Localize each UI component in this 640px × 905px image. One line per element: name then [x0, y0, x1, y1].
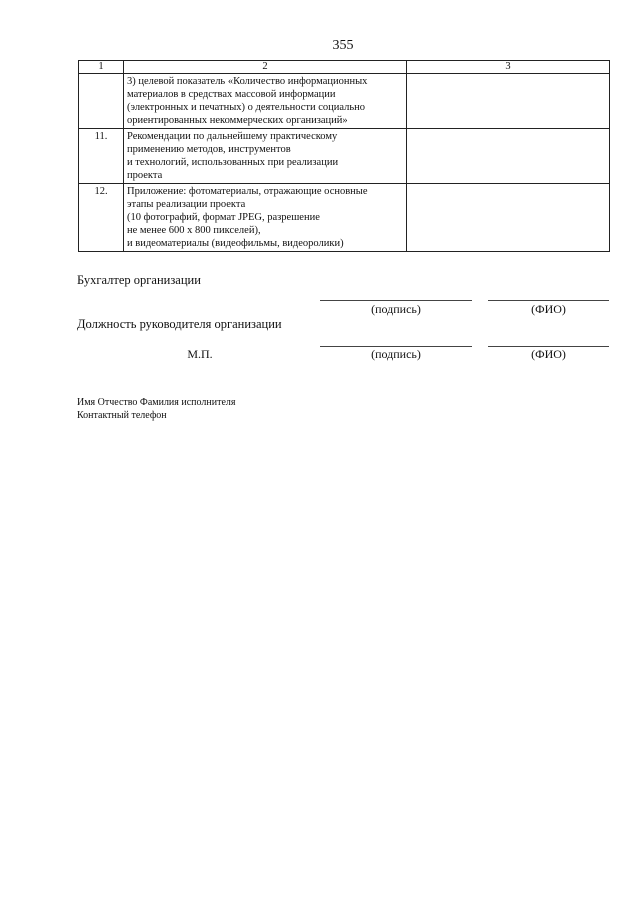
row-description-line: 3) целевой показатель «Количество информационных — [127, 76, 368, 87]
row-description-line: (10 фотографий, формат JPEG, разрешение — [127, 212, 320, 223]
row-description — [124, 184, 407, 252]
row-description-line: применению методов, инструментов — [127, 144, 291, 155]
row-value — [407, 74, 610, 129]
contact-phone-label: Контактный телефон — [77, 410, 167, 421]
accountant-label: Бухгалтер организации — [77, 273, 201, 287]
accountant-signature-line — [320, 300, 472, 301]
row-number: 11. — [79, 129, 124, 184]
row-description-line: и технологий, использованных при реализации — [127, 157, 339, 168]
row-description-line: (электронных и печатных) о деятельности социально — [127, 102, 366, 113]
head-signature-caption: (подпись) — [371, 347, 421, 361]
head-position-label: Должность руководителя организации — [77, 317, 282, 331]
head-fio-caption: (ФИО) — [531, 347, 566, 361]
row-description-line: материалов в средствах массовой информации — [127, 89, 336, 100]
table-header-col-2: 2 — [124, 61, 407, 74]
row-value — [407, 129, 610, 184]
row-description-line: и видеоматериалы (видеофильмы, видеоролики) — [127, 238, 344, 249]
accountant-fio-caption: (ФИО) — [531, 302, 566, 316]
table-header-row — [79, 61, 610, 74]
row-description — [124, 129, 407, 184]
page-number: 355 — [332, 38, 354, 53]
table-header-col-3: 3 — [407, 61, 610, 74]
accountant-fio-line — [488, 300, 609, 301]
report-table — [78, 60, 610, 252]
row-description-line: ориентированных некоммерческих организаций» — [127, 115, 348, 126]
row-description-line: не менее 600 х 800 пикселей), — [127, 225, 261, 236]
row-value — [407, 184, 610, 252]
row-description-line: этапы реализации проекта — [127, 199, 246, 210]
table-row — [79, 74, 610, 129]
row-description-line: Приложение: фотоматериалы, отражающие основные — [127, 186, 368, 197]
executor-name-label: Имя Отчество Фамилия исполнителя — [77, 397, 236, 408]
accountant-signature-caption: (подпись) — [371, 302, 421, 316]
table-row — [79, 129, 610, 184]
seal-label: М.П. — [187, 347, 213, 361]
row-number — [79, 74, 124, 129]
row-number: 12. — [79, 184, 124, 252]
table-row — [79, 184, 610, 252]
table-header-col-1: 1 — [79, 61, 124, 74]
row-description — [124, 74, 407, 129]
row-description-line: Рекомендации по дальнейшему практическому — [127, 131, 338, 142]
row-description-line: проекта — [127, 170, 163, 181]
